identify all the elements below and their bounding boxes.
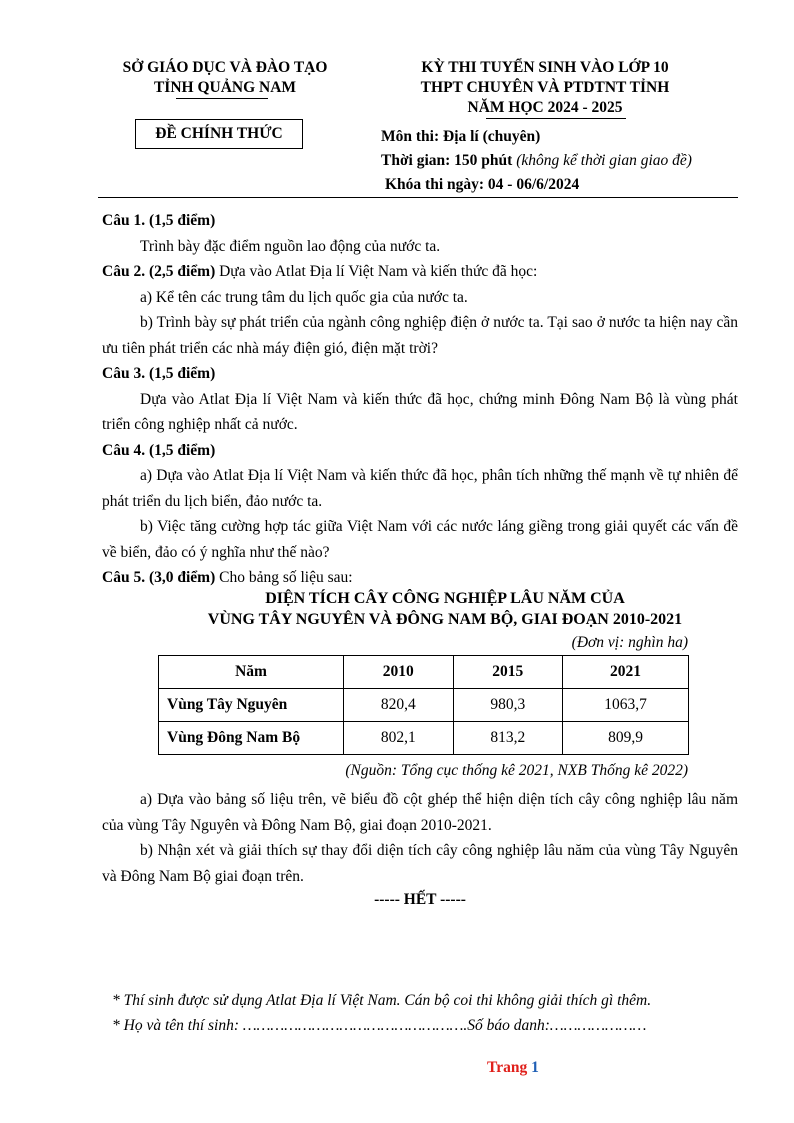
table-row-label: Vùng Đông Nam Bộ <box>159 722 344 755</box>
table-title-line2: VÙNG TÂY NGUYÊN VÀ ĐÔNG NAM BỘ, GIAI ĐOẠN 2010-2021 <box>207 611 683 628</box>
question-1-title: Câu 1. (1,5 điểm) <box>102 212 216 229</box>
exam-time: Thời gian: 150 phút <box>381 152 513 169</box>
question-1-text: Trình bày đặc điểm nguồn lao động của nước ta. <box>140 237 441 255</box>
question-3-title: Câu 3. (1,5 điểm) <box>102 365 216 382</box>
table-header-2015: 2015 <box>453 656 563 689</box>
question-5-title: Câu 5. (3,0 điểm) <box>102 569 216 586</box>
question-4-title: Câu 4. (1,5 điểm) <box>102 441 216 459</box>
table-source: (Nguồn: Tổng cục thống kê 2021, NXB Thống kê 2022) <box>345 762 688 779</box>
exam-subject: Môn thi: Địa lí (chuyên) <box>381 128 541 145</box>
table-cell: 813,2 <box>453 722 563 755</box>
exam-title-line2: THPT CHUYÊN VÀ PTDTNT TỈNH <box>420 79 670 96</box>
question-5-parts <box>102 787 738 889</box>
official-exam-label: ĐỀ CHÍNH THỨC <box>155 125 283 142</box>
table-cell: 1063,7 <box>563 689 689 722</box>
table-unit: (Đơn vị: nghìn ha) <box>571 634 688 651</box>
candidate-note: * Thí sinh được sử dụng Atlat Địa lí Việt Nam. Cán bộ coi thi không giải thích gì thêm. <box>112 992 652 1009</box>
data-table <box>158 655 689 755</box>
question-2-heading <box>102 259 738 285</box>
page-number <box>487 1059 539 1077</box>
table-header-row <box>159 656 689 689</box>
table-header-2021: 2021 <box>563 656 689 689</box>
header-divider <box>98 197 738 198</box>
page-label: Trang <box>487 1059 528 1076</box>
question-5b-text: b) Nhận xét và giải thích sự thay đổi diện tích cây công nghiệp lâu năm của vùng Tây Nguyên và Đông Nam Bộ giai đoạn trên. <box>102 842 738 885</box>
question-5-heading <box>102 565 738 591</box>
issuer-block <box>100 58 350 98</box>
questions-section <box>102 208 738 591</box>
question-3-text: Dựa vào Atlat Địa lí Việt Nam và kiến thức đã học, chứng minh Đông Nam Bộ là vùng phát triển công nghiệp nhất cả nước. <box>102 390 738 433</box>
question-4b-text: b) Việc tăng cường hợp tác giữa Việt Nam với các nước láng giềng trong giải quyết các vấn đề về biển, đảo có ý nghĩa như thế nào? <box>102 518 738 561</box>
end-mark: ----- HẾT ----- <box>374 891 466 908</box>
question-2-intro: Dựa vào Atlat Địa lí Việt Nam và kiến thức đã học: <box>215 263 538 280</box>
issuer-department: SỞ GIÁO DỤC VÀ ĐÀO TẠO <box>122 59 328 76</box>
question-5-intro: Cho bảng số liệu sau: <box>215 569 353 586</box>
question-2-title: Câu 2. (2,5 điểm) <box>102 263 216 280</box>
table-cell: 802,1 <box>344 722 454 755</box>
official-exam-badge <box>135 119 303 149</box>
candidate-name-line: * Họ và tên thí sinh: ………………………………………….Số báo danh:………………… <box>112 1017 647 1034</box>
exam-school-year: NĂM HỌC 2024 - 2025 <box>467 99 623 116</box>
question-2a-text: a) Kể tên các trung tâm du lịch quốc gia của nước ta. <box>140 288 468 306</box>
exam-title-line1: KỲ THI TUYỂN SINH VÀO LỚP 10 <box>421 59 669 76</box>
issuer-province: TỈNH QUẢNG NAM <box>153 79 297 96</box>
exam-info <box>381 125 692 197</box>
question-2b-text: b) Trình bày sự phát triển của ngành công nghiệp điện ở nước ta. Tại sao ở nước ta hiện nay cần ưu tiên phát triển các nhà máy điện gió, điện mặt trời? <box>102 314 738 357</box>
question-4a-text: a) Dựa vào Atlat Địa lí Việt Nam và kiến thức đã học, phân tích những thế mạnh về tự nhiên để phát triển du lịch biển, đảo nước ta. <box>102 467 738 510</box>
issuer-underline <box>176 98 268 99</box>
question-5a-text: a) Dựa vào bảng số liệu trên, vẽ biểu đồ cột ghép thể hiện diện tích cây công nghiệp lâu năm của vùng Tây Nguyên và Đông Nam Bộ, giai đoạn 2010-2021. <box>102 791 738 834</box>
table-row <box>159 722 689 755</box>
table-title-line1: DIỆN TÍCH CÂY CÔNG NGHIỆP LÂU NĂM CỦA <box>265 590 625 607</box>
page-number-value: 1 <box>531 1059 539 1076</box>
exam-time-line <box>381 149 692 173</box>
table-header-year: Năm <box>159 656 344 689</box>
table-row-label: Vùng Tây Nguyên <box>159 689 344 722</box>
table-cell: 980,3 <box>453 689 563 722</box>
table-title <box>150 588 740 630</box>
table-cell: 820,4 <box>344 689 454 722</box>
exam-title-block <box>385 58 705 118</box>
table-cell: 809,9 <box>563 722 689 755</box>
exam-time-note: (không kể thời gian giao đề) <box>516 152 692 169</box>
table-row <box>159 689 689 722</box>
table-header-2010: 2010 <box>344 656 454 689</box>
school-year-underline <box>486 118 626 119</box>
exam-date: Khóa thi ngày: 04 - 06/6/2024 <box>385 176 580 193</box>
